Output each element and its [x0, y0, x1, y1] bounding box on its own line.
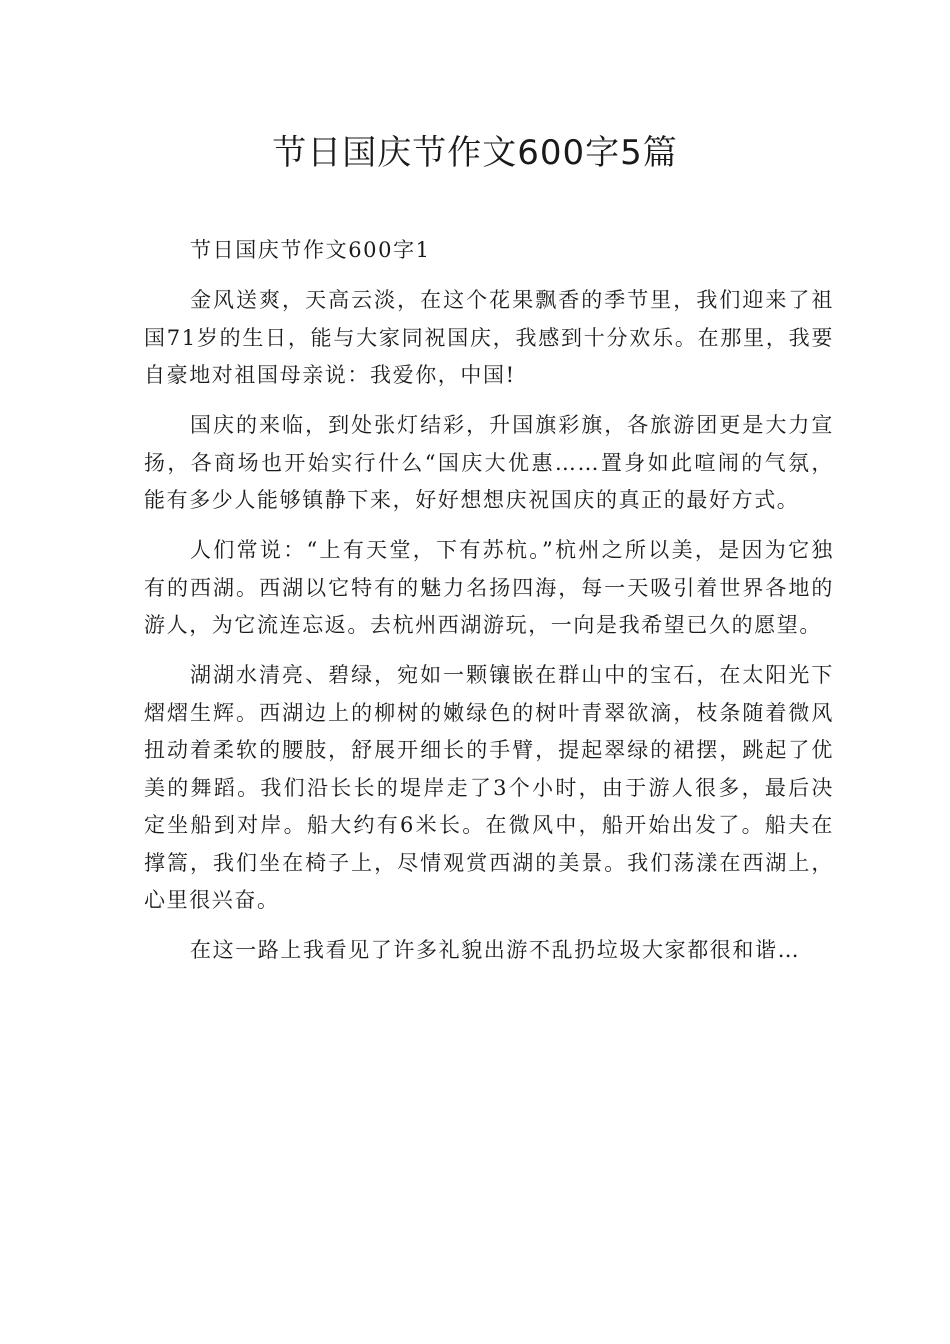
paragraph-5: 在这一路上我看见了许多礼貌出游不乱扔垃圾大家都很和谐… [190, 938, 801, 962]
section-heading: 节日国庆节作文600字1 [190, 238, 431, 262]
paragraph-2: 国庆的来临，到处张灯结彩，升国旗彩旗，各旅游团更是大力宣扬，各商场也开始实行什么“国庆大优惠……置身如此喧闹的气氛，能有多少人能够镇静下来，好好想想庆祝国庆的真正的最好方式。 [144, 413, 834, 512]
document-body [144, 232, 834, 970]
paragraph-4: 湖湖水清亮、碧绿，宛如一颗镶嵌在群山中的宝石，在太阳光下熠熠生辉。西湖边上的柳树的嫩绿色的树叶青翠欲滴，枝条随着微风扭动着柔软的腰肢，舒展开细长的手臂，提起翠绿的裙摆，跳起了优美的舞蹈。我们沿长长的堤岸走了3个小时，由于游人很多，最后决定坐船到对岸。船大约有6米长。在微风中，船开始出发了。船夫在撑篙，我们坐在椅子上，尽情观赏西湖的美景。我们荡漾在西湖上，心里很兴奋。 [144, 663, 834, 912]
paragraph-3: 人们常说：“上有天堂，下有苏杭。”杭州之所以美，是因为它独有的西湖。西湖以它特有的魅力名扬四海，每一天吸引着世界各地的游人，为它流连忘返。去杭州西湖游玩，一向是我希望已久的愿望。 [144, 538, 834, 637]
paragraph-1: 金风送爽，天高云淡，在这个花果飘香的季节里，我们迎来了祖国71岁的生日，能与大家同祝国庆，我感到十分欢乐。在那里，我要自豪地对祖国母亲说：我爱你，中国! [144, 288, 834, 387]
document-title: 节日国庆节作文600字5篇 [272, 133, 678, 173]
